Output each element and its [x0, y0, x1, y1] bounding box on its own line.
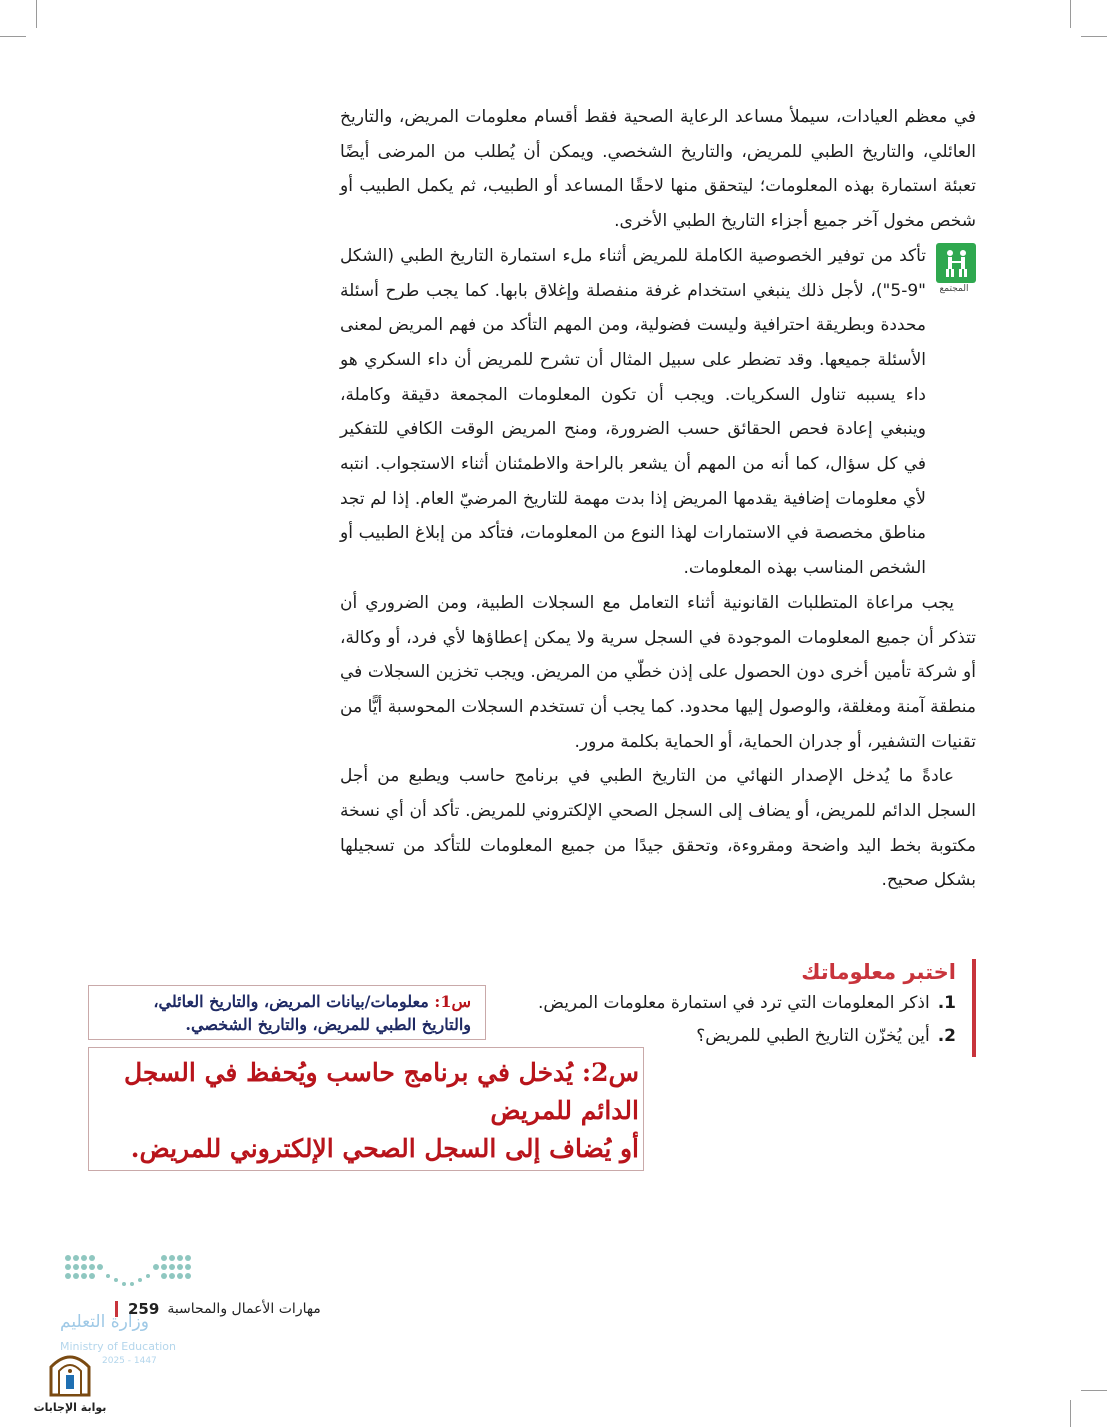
question-text: أين يُخزّن التاريخ الطبي للمريض؟ — [696, 1026, 930, 1046]
paragraph-2: تأكد من توفير الخصوصية الكاملة للمريض أثناء ملء استمارة التاريخ الطبي (الشكل "9-5")، لأجل ذلك ينبغي استخدام غرفة منفصلة وإغلاق بابها. كما يجب طرح أسئلة محددة وبطريقة احترافية وليست فضولية، ومن المهم التأكد من فهم المريض لمعنى الأسئلة جميعها. وقد تضطر على سبيل المثال أن تشرح للمريض أن داء السكري هو داء يسببه تناول السكريات. ويجب أن تكون المعلومات المجمعة دقيقة وكاملة، وينبغي إعادة فحص الحقائق حسب الضرورة، ومنح المريض الوقت الكافي للتفكير في كل سؤال، كما أنه من المهم أن يشعر بالراحة والاطمئنان أثناء الاستجواب. انتبه لأي معلومات إضافية يقدمها المريض إذا بدت مهمة للتاريخ المرضيّ العام. إذا لم تجد مناطق مخصصة في الاستمارات لهذا النوع من المعلومات، فتأكد من إبلاغ الطبيب أو الشخص المناسب بهذه المعلومات. — [340, 245, 926, 579]
gate-label: بوابة الإجابات — [33, 1401, 107, 1414]
answer-text: يُدخل في برنامج حاسب ويُحفظ في السجل الدائم للمريض — [123, 1058, 639, 1125]
book-title: مهارات الأعمال والمحاسبة — [167, 1301, 321, 1317]
answer-text: أو يُضاف إلى السجل الصحي الإلكتروني للمريض. — [130, 1134, 639, 1163]
answer-box-1 — [88, 985, 486, 1040]
crop-mark — [1081, 36, 1107, 37]
gate-icon — [47, 1347, 93, 1397]
answer-text: معلومات/بيانات المريض، والتاريخ العائلي، والتاريخ الطبي للمريض، والتاريخ الشخصي. — [153, 992, 471, 1034]
paragraph-1: في معظم العيادات، سيملأ مساعد الرعاية الصحية فقط أقسام معلومات المريض، والتاريخ العائلي، والتاريخ الطبي للمريض، والتاريخ الشخصي. ويمكن أن يُطلب من المرضى أيضًا تعبئة استمارة بهذه المعلومات؛ ليتحقق منها لاحقًا المساعد أو الطبيب، ثم يكمل الطبيب أو شخص مخول آخر جميع أجزاء التاريخ الطبي الأخرى. — [340, 107, 976, 232]
community-icon — [936, 243, 976, 283]
question-text: اذكر المعلومات التي ترد في استمارة معلومات المريض. — [537, 993, 930, 1013]
page-number: 259 — [128, 1300, 160, 1318]
answer-box-2 — [88, 1047, 644, 1171]
crop-mark — [1070, 1400, 1071, 1427]
crop-mark — [1070, 0, 1071, 28]
community-paragraph — [340, 239, 976, 586]
answer-label: س2: — [581, 1058, 639, 1087]
paragraph-3: يجب مراعاة المتطلبات القانونية أثناء التعامل مع السجلات الطبية، ومن الضروري أن تتذكر أن جميع المعلومات الموجودة في السجل سرية ولا يمكن إعطاؤها لأي فرد، أو وكالة، أو شركة تأمين أخرى دون الحصول على إذن خطّي من المريض. ويجب تخزين السجلات في منطقة آمنة ومغلقة، والوصول إليها محدود. كما يجب أن تستخدم السجلات المحوسبة أيًّا من تقنيات التشفير، أو جدران الحماية، أو الحماية بكلمة مرور. — [340, 592, 976, 752]
quiz-section — [480, 957, 976, 1053]
crop-mark — [1081, 1390, 1107, 1391]
question-number: 2. — [937, 1026, 956, 1046]
ministry-year: 2025 - 1447 — [102, 1356, 157, 1366]
ministry-name-ar: وزارة التعليم — [60, 1312, 149, 1332]
paragraph-4: عادةً ما يُدخل الإصدار النهائي من التاريخ الطبي في برنامج حاسب ويطبع من أجل السجل الدائم للمريض، أو يضاف إلى السجل الصحي الإلكتروني للمريض. تأكد أن أي نسخة مكتوبة بخط اليد واضحة ومقروءة، وتحقق جيدًا من جميع المعلومات للتأكد من تسجيلها بشكل صحيح. — [340, 766, 976, 891]
answer-label: س1: — [434, 992, 471, 1011]
community-badge — [932, 243, 976, 295]
community-caption: المجتمع — [939, 283, 969, 294]
question-number: 1. — [937, 993, 956, 1013]
quiz-title: اختبر معلوماتك — [801, 960, 956, 984]
answers-gate-logo — [32, 1347, 108, 1414]
crop-mark — [0, 36, 26, 37]
quiz-accent-bar — [972, 959, 976, 1057]
crop-mark — [36, 0, 37, 28]
quiz-question-1 — [480, 987, 956, 1020]
page-body — [340, 100, 976, 898]
ministry-name-en: Ministry of Education — [60, 1340, 177, 1353]
